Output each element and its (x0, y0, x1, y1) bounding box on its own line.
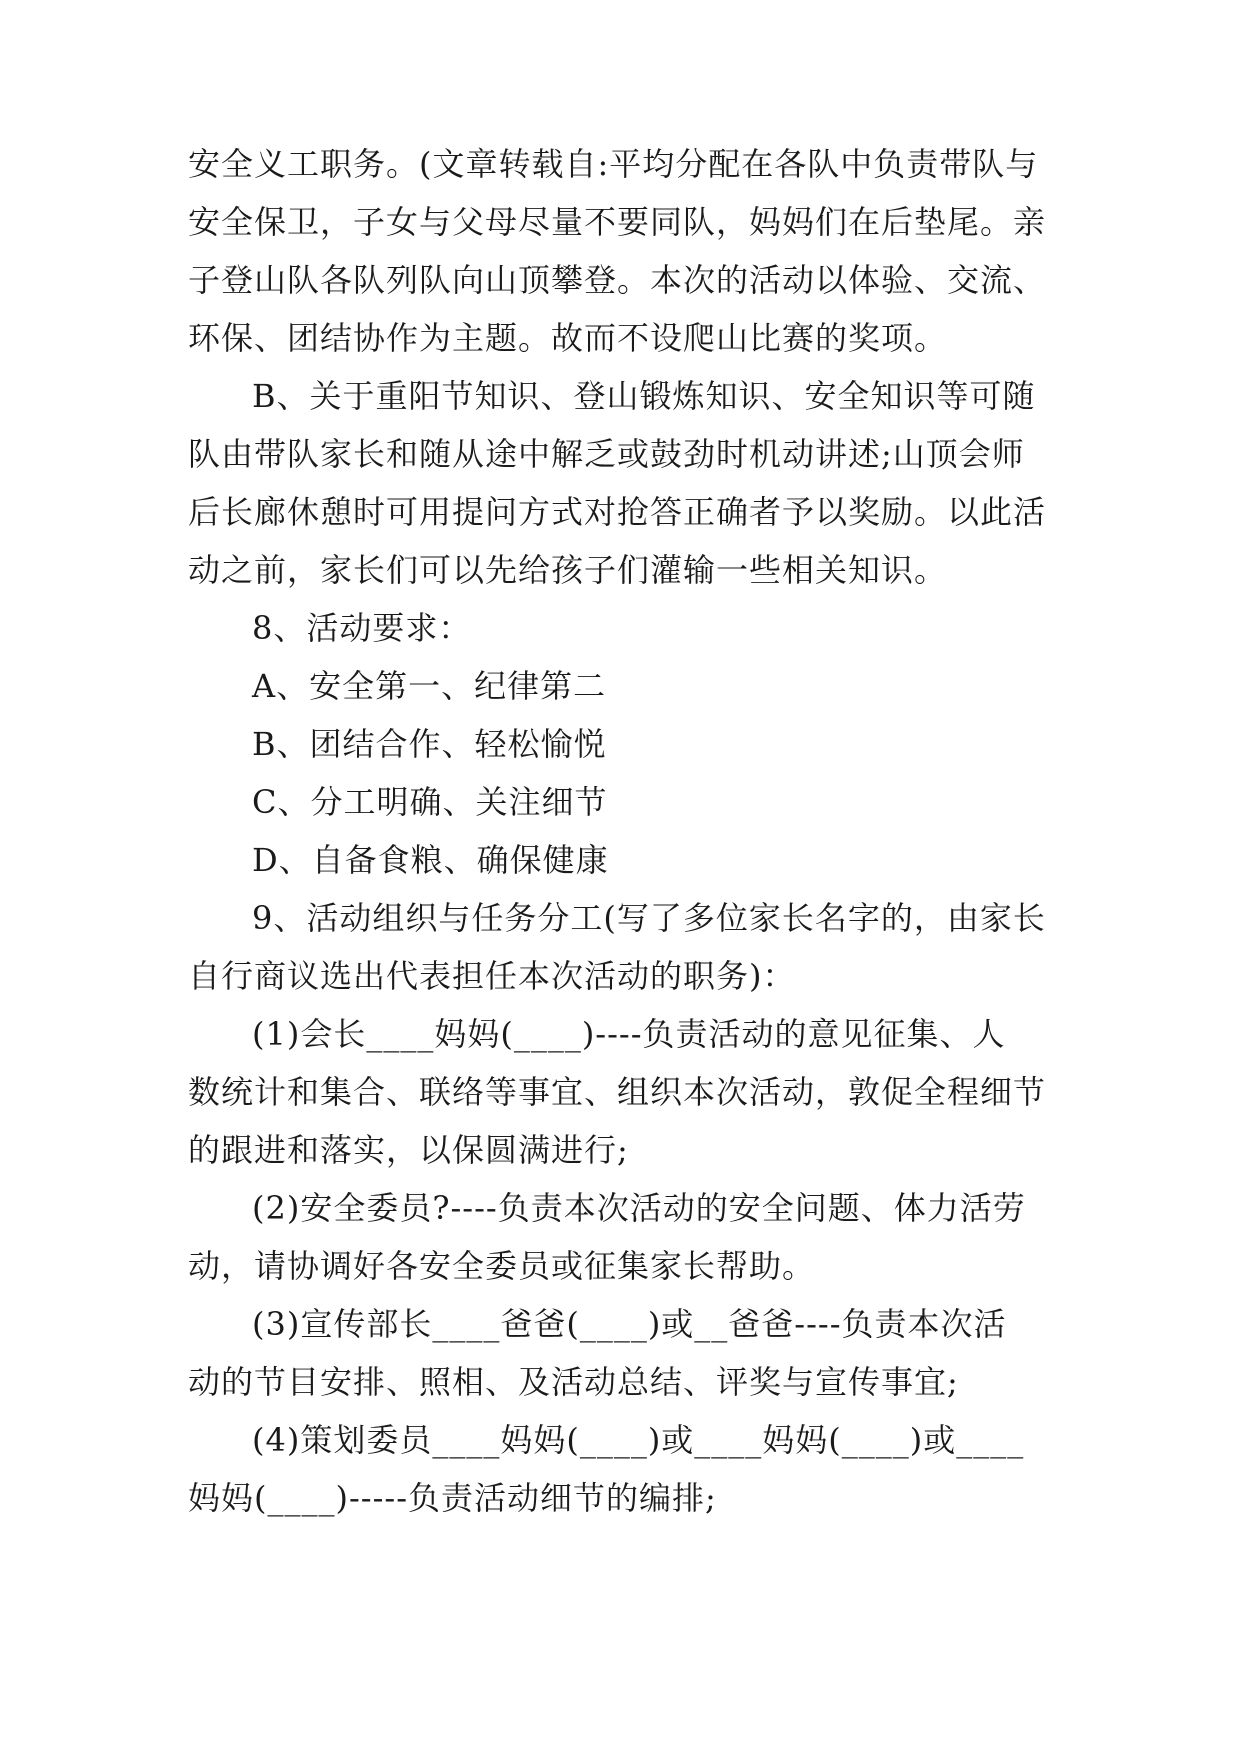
body-text-line: 动，请协调好各安全委员或征集家长帮助。 (188, 1247, 816, 1285)
role-item-safety: (2)安全委员?----负责本次活动的安全问题、体力活劳 (252, 1189, 1026, 1227)
body-text-line: 自行商议选出代表担任本次活动的职务)： (188, 957, 796, 995)
body-text-line: 环保、团结协作为主题。故而不设爬山比赛的奖项。 (188, 319, 948, 357)
body-text-line: 队由带队家长和随从途中解乏或鼓劲时机动讲述;山顶会师 (188, 435, 1025, 473)
requirement-item: A、安全第一、纪律第二 (252, 667, 607, 705)
role-item-publicity: (3)宣传部长____爸爸(____)或__爸爸----负责本次活 (252, 1305, 1007, 1343)
body-text-line: 动的节目安排、照相、及活动总结、评奖与宣传事宜; (188, 1363, 959, 1401)
body-text-line: 子登山队各队列队向山顶攀登。本次的活动以体验、交流、 (188, 261, 1047, 299)
body-text-line: 妈妈(____)-----负责活动细节的编排; (188, 1479, 717, 1517)
requirement-item: D、自备食粮、确保健康 (252, 841, 609, 879)
body-text-line: 的跟进和落实，以保圆满进行; (188, 1131, 629, 1169)
section-heading-requirements: 8、活动要求： (252, 609, 472, 647)
body-text-line: 安全义工职务。(文章转载自:平均分配在各队中负责带队与 (188, 145, 1039, 183)
body-text-line: 动之前，家长们可以先给孩子们灌输一些相关知识。 (188, 551, 948, 589)
document-page (188, 135, 1058, 1527)
paragraph-b-first-line: B、关于重阳节知识、登山锻炼知识、安全知识等可随 (252, 377, 1036, 415)
body-text-line: 后长廊休憩时可用提问方式对抢答正确者予以奖励。以此活 (188, 493, 1047, 531)
section-heading-organization: 9、活动组织与任务分工(写了多位家长名字的，由家长 (252, 899, 1046, 937)
role-item-president: (1)会长____妈妈(____)----负责活动的意见征集、人 (252, 1015, 1006, 1053)
role-item-planning: (4)策划委员____妈妈(____)或____妈妈(____)或____ (252, 1421, 1025, 1459)
requirement-item: B、团结合作、轻松愉悦 (252, 725, 607, 763)
requirement-item: C、分工明确、关注细节 (252, 783, 608, 821)
body-text-line: 数统计和集合、联络等事宜、组织本次活动，敦促全程细节 (188, 1073, 1047, 1111)
body-text-line: 安全保卫，子女与父母尽量不要同队，妈妈们在后垫尾。亲 (188, 203, 1047, 241)
